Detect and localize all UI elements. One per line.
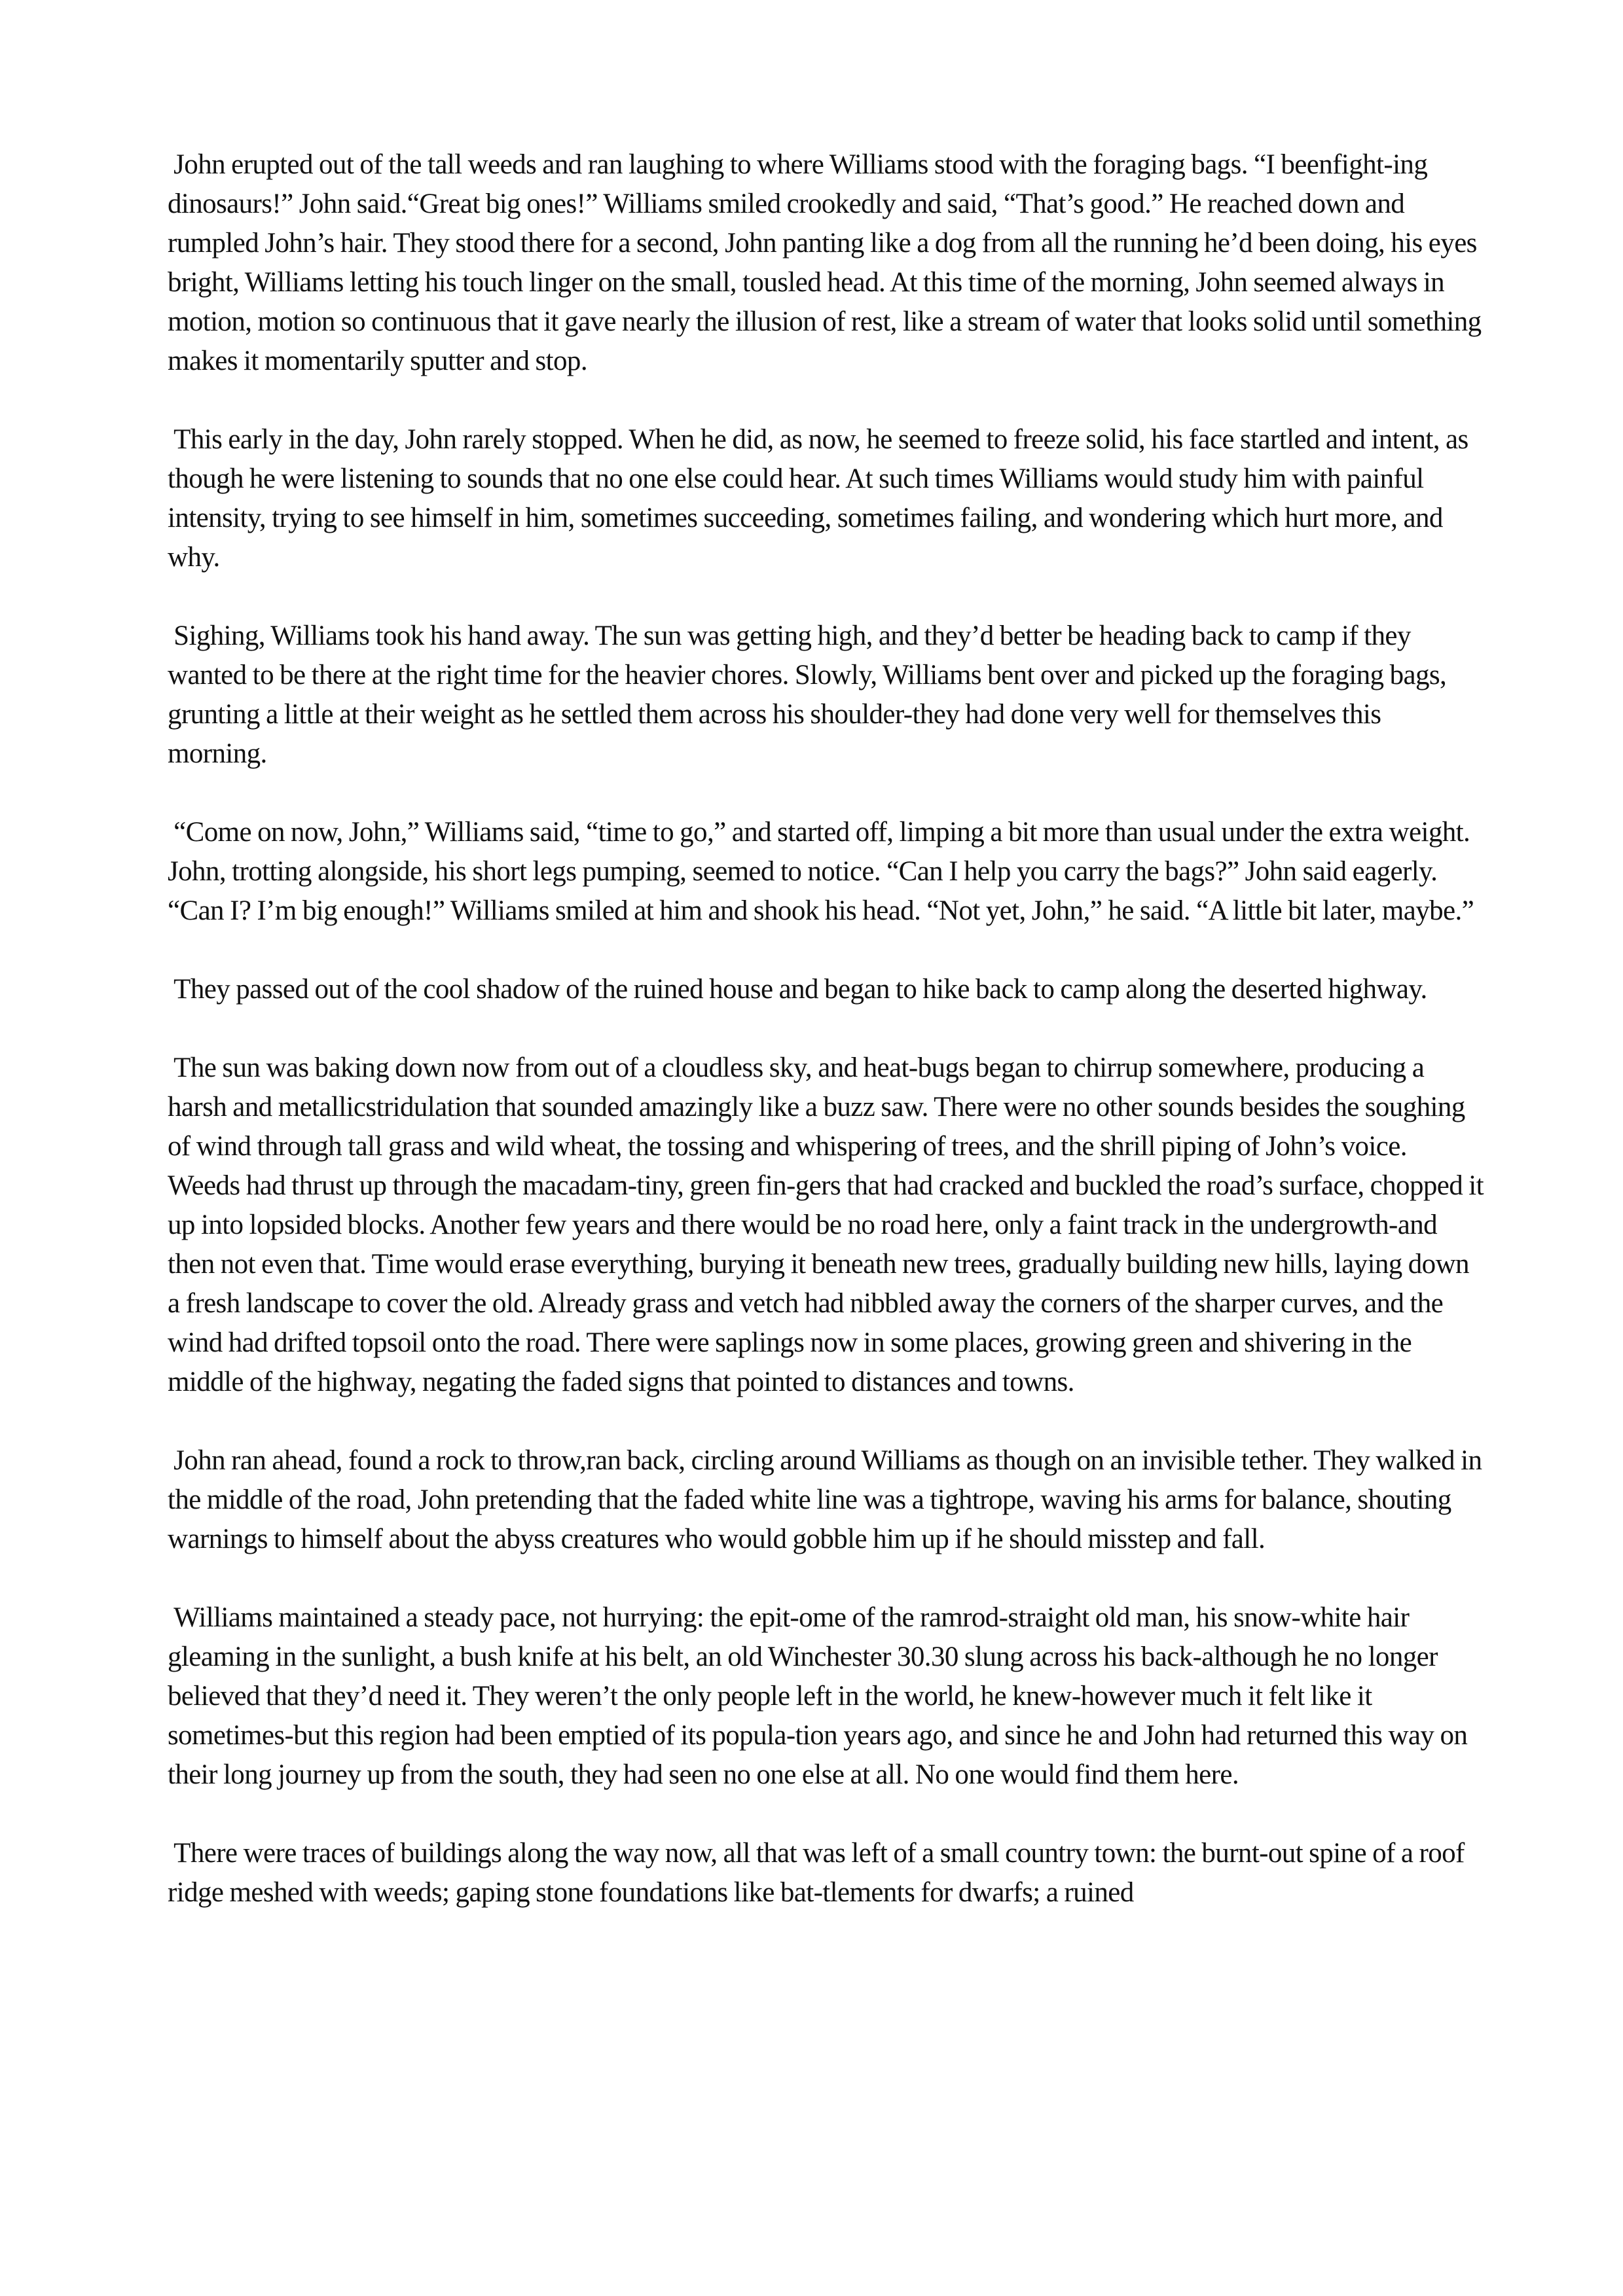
- paragraph-1: John erupted out of the tall weeds and ran laughing to where Williams stood with the foraging bags. “I beenfight-ing dinosaurs!” John said.“Great big ones!” Williams smiled crookedly and said, “That’s good.” He reached down and rumpled John’s hair. They stood there for a second, John panting like a dog from all the running he’d been doing, his eyes bright, Williams letting his touch linger on the small, tousled head. At this time of the morning, John seemed always in motion, motion so continuous that it gave nearly the illusion of rest, like a stream of water that looks solid until something makes it momentarily sputter and stop.: [168, 149, 1487, 376]
- paragraph-9: There were traces of buildings along the way now, all that was left of a small country town: the burnt-out spine of a roof ridge meshed with weeds; gaping stone foundations like bat-tlements for dwarfs; a ruined: [168, 1838, 1470, 1908]
- paragraph-8: Williams maintained a steady pace, not hurrying: the epit-ome of the ramrod-straight old man, his snow-white hair gleaming in the sunlight, a bush knife at his belt, an old Winchester 30.30 slung across his back-although he no longer believed that they’d need it. They weren’t the only people left in the world, he knew-however much it felt like it sometimes-but this region had been emptied of its popula-tion years ago, and since he and John had returned this way on their long journey up from the south, they had seen no one else at all. No one would find them here.: [168, 1602, 1474, 1790]
- paragraph-7: John ran ahead, found a rock to throw,ran back, circling around Williams as though on an invisible tether. They walked in the middle of the road, John pretending that the faded white line was a tightrope, waving his arms for balance, shouting warnings to himself about the abyss creatures who would gobble him up if he should misstep and fall.: [168, 1445, 1488, 1554]
- paragraph-5: They passed out of the cool shadow of the ruined house and began to hike back to camp along the deserted highway.: [168, 974, 1427, 1005]
- document-page: [168, 145, 1490, 1912]
- paragraph-2: This early in the day, John rarely stopped. When he did, as now, he seemed to freeze solid, his face startled and intent, as though he were listening to sounds that no one else could hear. At such times Williams would study him with painful intensity, trying to see himself in him, sometimes succeeding, sometimes failing, and wondering which hurt more, and why.: [168, 424, 1474, 573]
- paragraph-6: The sun was baking down now from out of a cloudless sky, and heat-bugs began to chirrup somewhere, producing a harsh and metallicstridulation that sounded amazingly like a buzz saw. There were no other sounds besides the soughing of wind through tall grass and wild wheat, the tossing and whispering of trees, and the shrill piping of John’s voice. Weeds had thrust up through the macadam-tiny, green fin-gers that had cracked and buckled the road’s surface, chopped it up into lopsided blocks. Another few years and there would be no road here, only a faint track in the undergrowth-and then not even that. Time would erase everything, burying it beneath new trees, gradually building new hills, laying down a fresh landscape to cover the old. Already grass and vetch had nibbled away the corners of the sharper curves, and the wind had drifted topsoil onto the road. There were saplings now in some places, growing green and shivering in the middle of the highway, negating the faded signs that pointed to distances and towns.: [168, 1052, 1490, 1397]
- paragraph-3: Sighing, Williams took his hand away. The sun was getting high, and they’d better be heading back to camp if they wanted to be there at the right time for the heavier chores. Slowly, Williams bent over and picked up the foraging bags, grunting a little at their weight as he settled them across his shoulder-they had done very well for themselves this morning.: [168, 620, 1453, 769]
- paragraph-4: “Come on now, John,” Williams said, “time to go,” and started off, limping a bit more than usual under the extra weight. John, trotting alongside, his short legs pumping, seemed to notice. “Can I help you carry the bags?” John said eagerly. “Can I? I’m big enough!” Williams smiled at him and shook his head. “Not yet, John,” he said. “A little bit later, maybe.”: [168, 817, 1476, 926]
